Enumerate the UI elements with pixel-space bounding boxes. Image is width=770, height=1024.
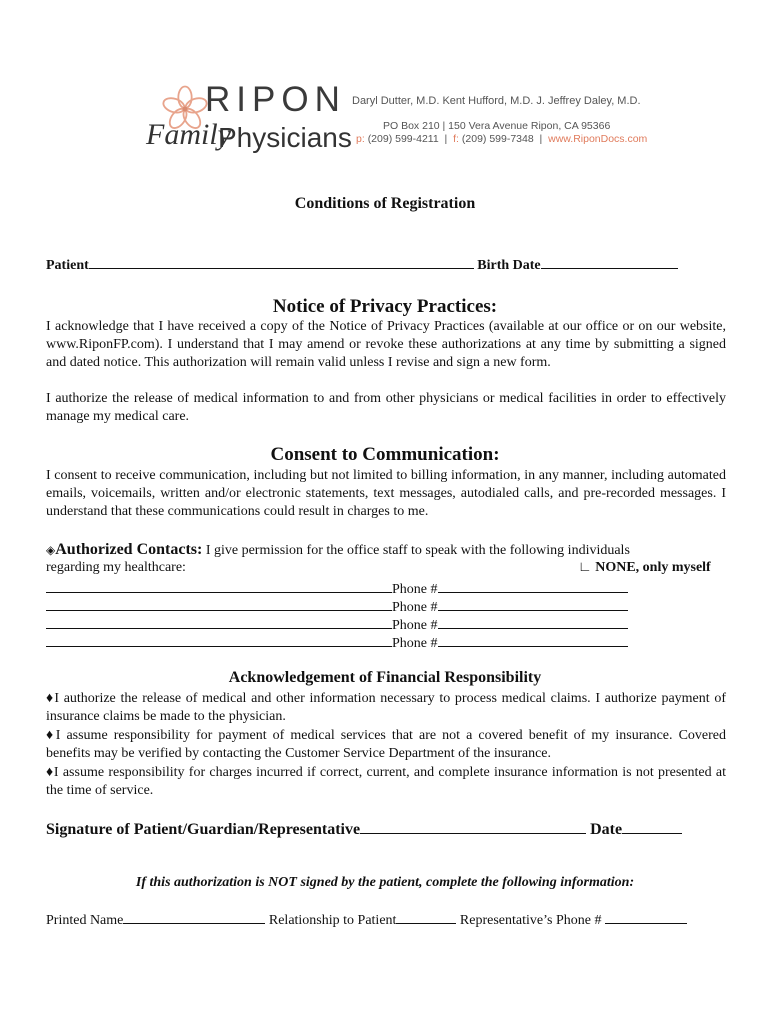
clinic-website-link[interactable]: www.RiponDocs.com — [548, 133, 648, 145]
patient-name-field[interactable] — [89, 254, 474, 269]
consent-heading: Consent to Communication: — [270, 444, 500, 465]
contact-name-field[interactable] — [46, 596, 392, 611]
patient-label: Patient — [46, 258, 89, 273]
none-option-label: NONE, only myself — [595, 560, 711, 575]
patient-line — [46, 254, 678, 274]
contact-phone-label: Phone # — [392, 582, 438, 597]
financial-item — [46, 690, 726, 726]
contact-row — [46, 596, 628, 616]
clinic-phone: (209) 599-4211 — [367, 133, 439, 145]
bullet-icon: ♦ — [46, 765, 54, 780]
birth-date-label: Birth Date — [477, 258, 541, 273]
financial-heading: Acknowledgement of Financial Responsibility — [228, 669, 542, 686]
birth-date-field[interactable] — [541, 254, 678, 269]
privacy-paragraph-2: I authorize the release of medical information to and from other physicians or medical facilities in order to effectively manage my medical care. — [46, 391, 726, 424]
contact-name-field[interactable] — [46, 614, 392, 629]
contact-row — [46, 632, 628, 652]
financial-item-text: I authorize the release of medical and other information necessary to process medical claims. I authorize payment of insurance claims be made to the physician. — [46, 691, 726, 724]
financial-item — [46, 727, 726, 763]
signature-field[interactable] — [360, 818, 586, 834]
not-signed-note: If this authorization is NOT signed by the patient, complete the following information: — [135, 875, 635, 890]
contact-phone-field[interactable] — [438, 596, 628, 611]
representative-phone-label: Representative’s Phone # — [459, 913, 602, 928]
financial-item — [46, 764, 726, 800]
doctor-names: Daryl Dutter, M.D. Kent Hufford, M.D. J. Jeffrey Daley, M.D. — [352, 95, 641, 107]
authorized-contacts-label: Authorized Contacts: — [55, 541, 203, 558]
signature-date-field[interactable] — [622, 818, 682, 834]
none-option[interactable] — [578, 560, 711, 576]
contact-row — [46, 614, 628, 634]
financial-item-text: I assume responsibility for payment of medical services that are not a covered benefit of my insurance. Covered benefits may be verified by contacting the Customer Service Department of the insurance. — [46, 728, 726, 761]
contact-phone-label: Phone # — [392, 618, 438, 633]
privacy-heading: Notice of Privacy Practices: — [272, 296, 498, 317]
bullet-icon: ♦ — [46, 728, 56, 743]
signature-label: Signature of Patient/Guardian/Representative — [46, 821, 361, 838]
contact-phone-label: Phone # — [392, 600, 438, 615]
representative-line — [46, 909, 687, 929]
document-title: Conditions of Registration — [294, 195, 476, 212]
contact-phone-field[interactable] — [438, 632, 628, 647]
financial-item-text: I assume responsibility for charges incurred if correct, current, and complete insurance information is not presented at the time of service. — [46, 765, 726, 798]
clinic-fax: (209) 599-7348 — [461, 133, 534, 145]
printed-name-field[interactable] — [123, 909, 265, 924]
relationship-label: Relationship to Patient — [268, 913, 397, 928]
brand-ripon: RIPON — [205, 80, 346, 119]
fax-label: f: — [453, 133, 459, 145]
contact-name-field[interactable] — [46, 632, 392, 647]
contact-phone-label: Phone # — [392, 636, 438, 651]
privacy-paragraph-1: I acknowledge that I have received a copy of the Notice of Privacy Practices (available at our office or on our website, www.RiponFP.com). I understand that I may amend or revoke these authorizations at any time by submitting a signed and dated notice. This authorization will remain valid unless I revise and sign a new form. — [46, 319, 726, 370]
printed-name-label: Printed Name — [46, 913, 124, 928]
authorized-contacts-text-2: regarding my healthcare: — [46, 560, 186, 575]
bullet-icon: ♦ — [46, 691, 55, 706]
clinic-contact: p: (209) 599-4211 | f: (209) 599-7348 | www.RiponDocs.com — [356, 133, 648, 145]
signature-line — [46, 818, 682, 839]
consent-paragraph: I consent to receive communication, including but not limited to billing information, in any manner, including automated emails, voicemails, written and/or electronic statements, text messages, autodialed calls, and pre-recorded messages. I understand that these communications could result in charges to me. — [46, 468, 726, 519]
representative-phone-field[interactable] — [605, 909, 687, 924]
authorized-contacts-intro — [46, 541, 726, 560]
relationship-field[interactable] — [396, 909, 456, 924]
phone-label: p: — [356, 133, 365, 145]
authorized-contacts-text: I give permission for the office staff to speak with the following individuals — [202, 543, 630, 558]
checkbox-icon[interactable]: ∟ — [578, 560, 592, 575]
diamond-bullet-icon: ◈ — [46, 543, 56, 557]
contact-row — [46, 578, 628, 598]
contact-phone-field[interactable] — [438, 614, 628, 629]
contact-name-field[interactable] — [46, 578, 392, 593]
signature-date-label: Date — [590, 821, 623, 838]
clinic-address: PO Box 210 | 150 Vera Avenue Ripon, CA 95366 — [383, 120, 611, 132]
contact-phone-field[interactable] — [438, 578, 628, 593]
brand-family: Family — [146, 118, 231, 151]
brand-physicians: Physicians — [218, 122, 352, 153]
